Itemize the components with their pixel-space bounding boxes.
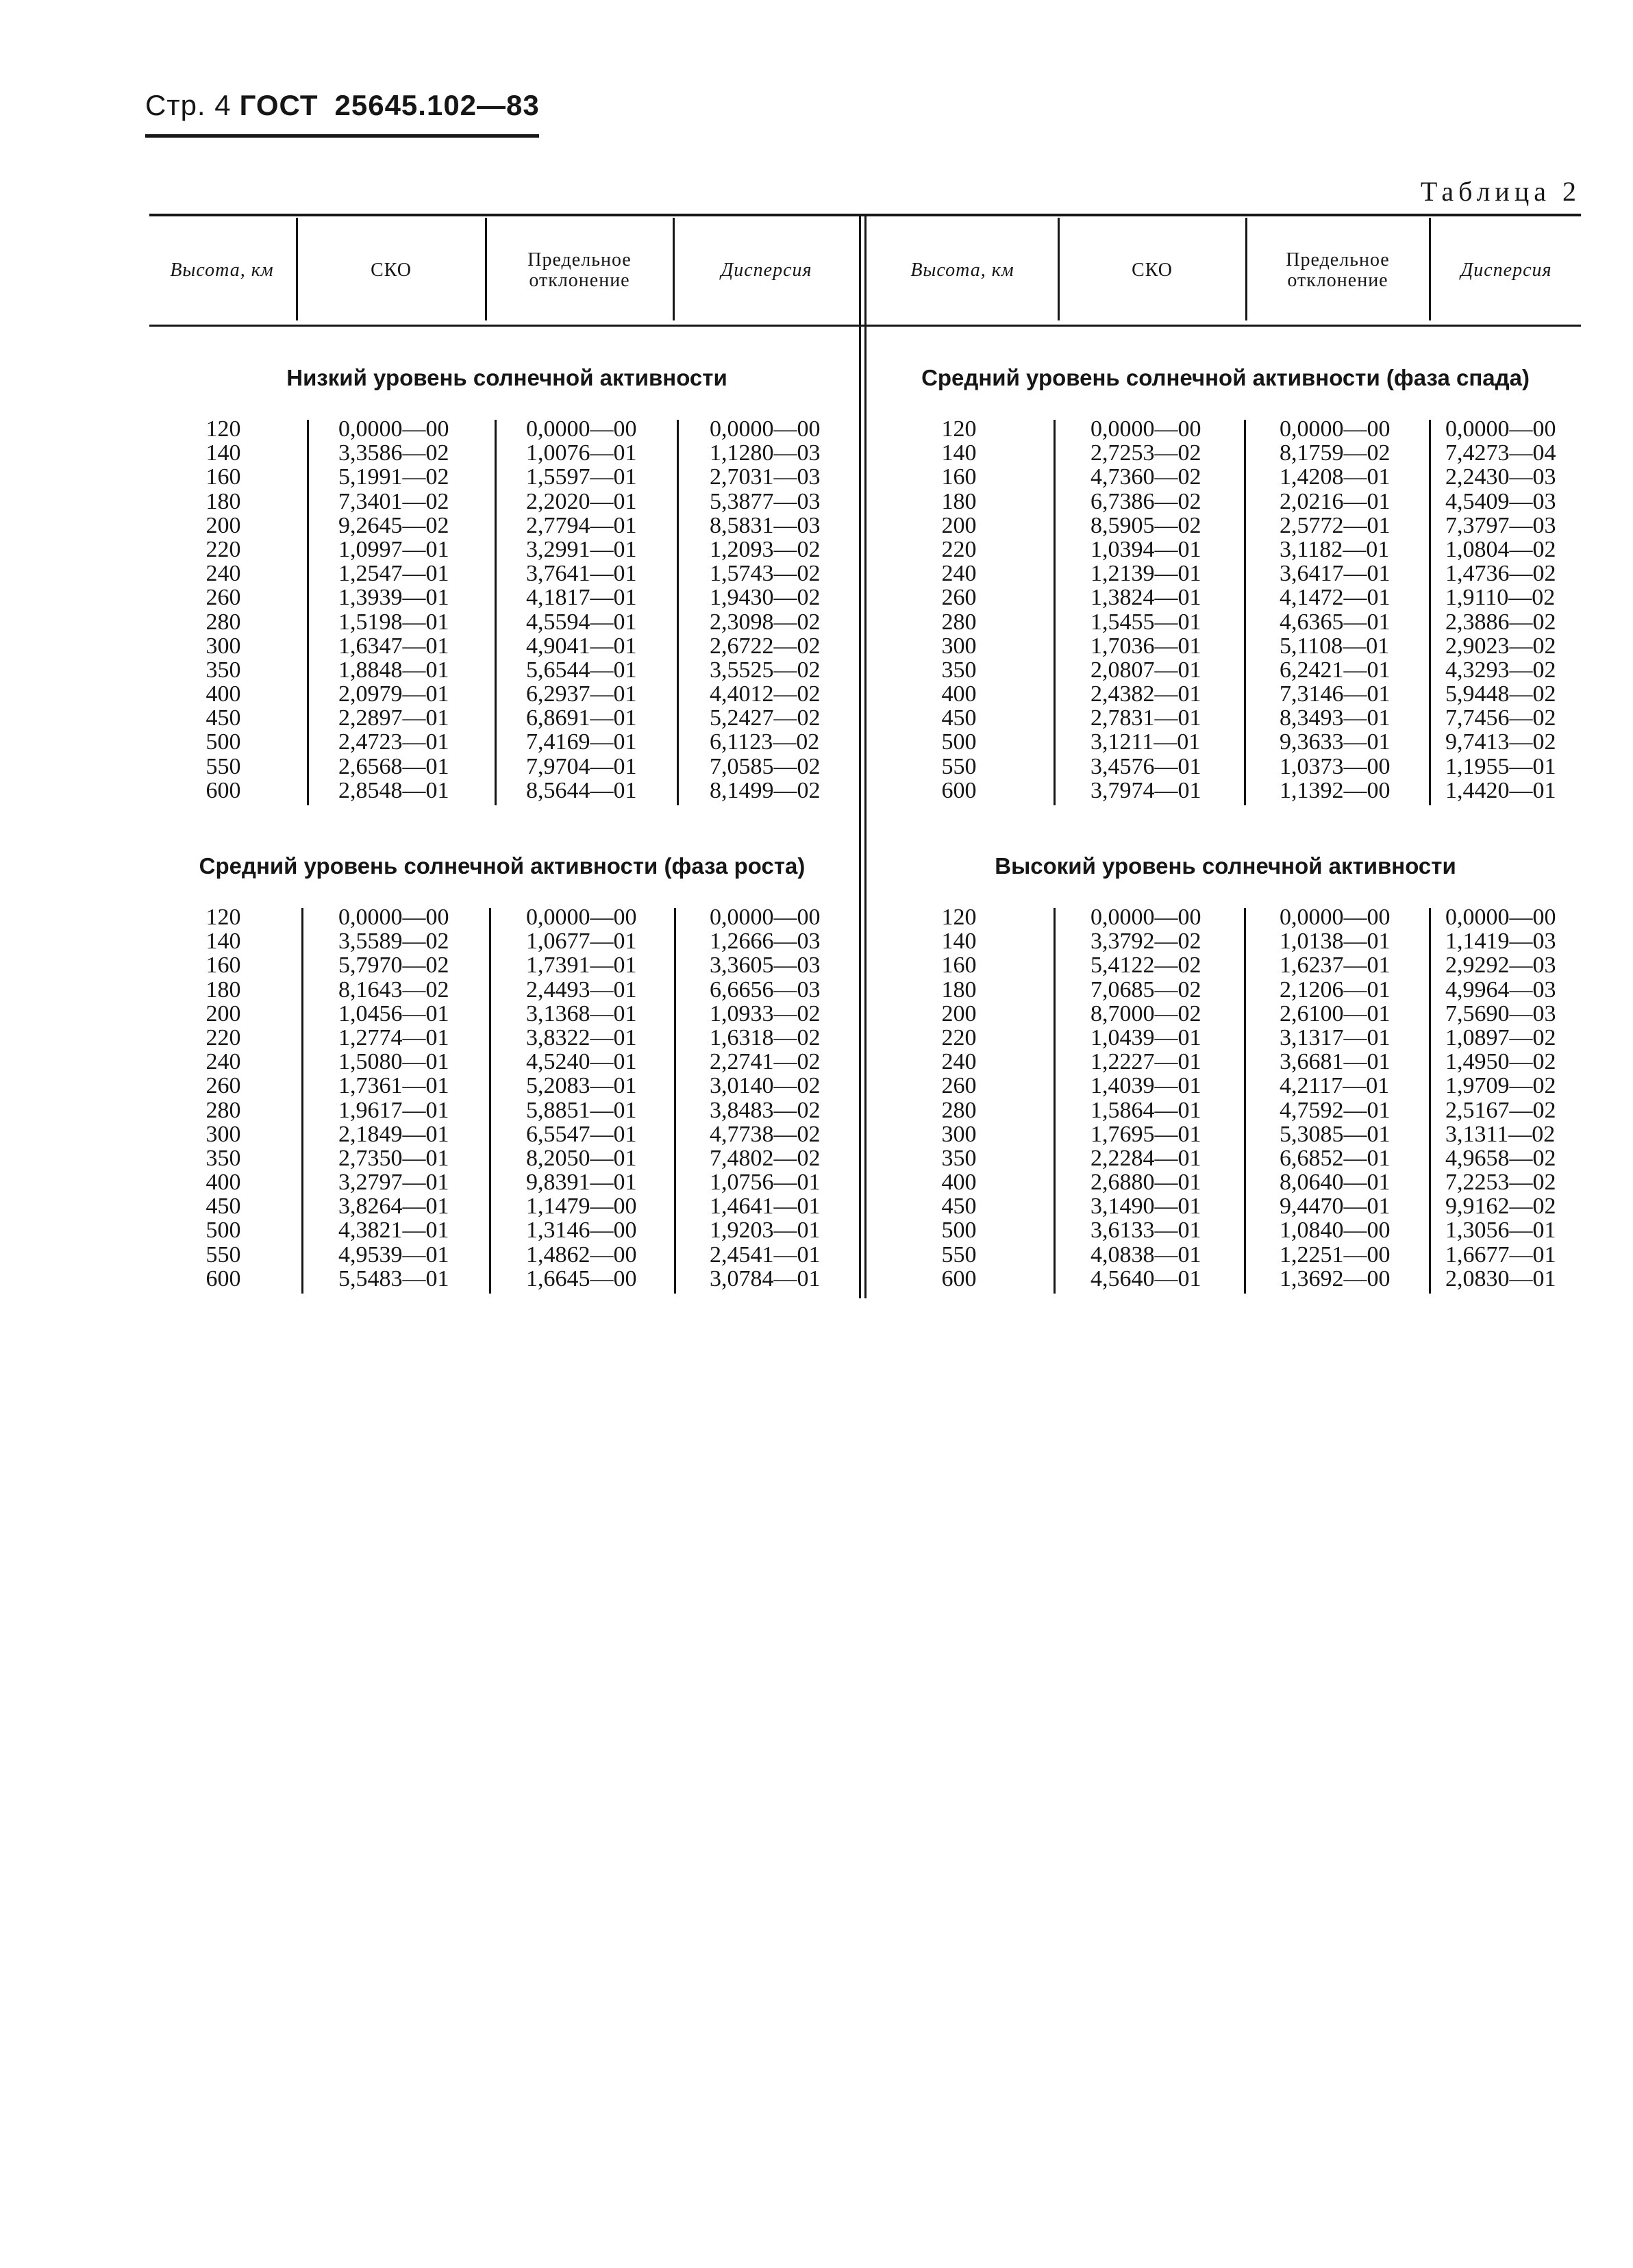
dispersion-cell: 1,5743—02 <box>710 561 821 587</box>
dispersion-cell: 1,2666—03 <box>710 929 821 955</box>
dispersion-cell: 8,1499—02 <box>710 777 821 803</box>
sko-cell: 8,7000—02 <box>1090 1000 1201 1026</box>
column-separator <box>677 420 679 805</box>
sko-cell: 5,7970—02 <box>338 953 449 979</box>
limit-cell: 4,6365—01 <box>1280 609 1391 635</box>
section-title-low: Низкий уровень солнечной активности <box>286 365 727 390</box>
dispersion-cell: 1,4420—01 <box>1445 777 1556 803</box>
height-cell: 200 <box>941 512 977 538</box>
limit-cell: 4,9041—01 <box>526 633 637 659</box>
dispersion-cell: 2,4541—01 <box>710 1242 821 1268</box>
height-cell: 600 <box>941 777 977 803</box>
height-cell: 260 <box>205 1073 241 1099</box>
sko-cell: 1,7695—01 <box>1090 1121 1201 1147</box>
sko-cell: 1,0439—01 <box>1090 1024 1201 1050</box>
sko-cell: 2,1849—01 <box>338 1121 449 1147</box>
dispersion-cell: 4,9658—02 <box>1445 1145 1556 1171</box>
page-header <box>145 89 540 122</box>
sko-cell: 1,7036—01 <box>1090 633 1201 659</box>
sko-cell: 2,4382—01 <box>1090 681 1201 707</box>
limit-cell: 3,2991—01 <box>526 536 637 562</box>
limit-cell: 2,6100—01 <box>1280 1000 1391 1026</box>
limit-cell: 3,8322—01 <box>526 1024 637 1050</box>
height-cell: 500 <box>205 1218 241 1244</box>
dispersion-cell: 2,9023—02 <box>1445 633 1556 659</box>
height-cell: 450 <box>205 1194 241 1220</box>
height-cell: 300 <box>205 1121 241 1147</box>
height-cell: 550 <box>941 1242 977 1268</box>
height-cell: 280 <box>941 1097 977 1123</box>
height-cell: 550 <box>205 1242 241 1268</box>
limit-cell: 1,5597—01 <box>526 464 637 490</box>
header-divider <box>1429 218 1431 320</box>
dispersion-cell: 1,3056—01 <box>1445 1218 1556 1244</box>
dispersion-cell: 1,6318—02 <box>710 1024 821 1050</box>
column-separator <box>1054 420 1056 805</box>
dispersion-cell: 1,0897—02 <box>1445 1024 1556 1050</box>
height-cell: 500 <box>205 729 241 755</box>
limit-cell: 4,2117—01 <box>1280 1073 1390 1099</box>
sko-cell: 8,1643—02 <box>338 977 449 1003</box>
header-divider <box>1245 218 1247 320</box>
col-header-dispersion: Дисперсия <box>721 260 812 281</box>
sko-cell: 2,2284—01 <box>1090 1145 1201 1171</box>
limit-cell: 8,5644—01 <box>526 777 637 803</box>
sko-cell: 1,8848—01 <box>338 657 449 683</box>
limit-cell: 2,5772—01 <box>1280 512 1391 538</box>
dispersion-cell: 3,5525—02 <box>710 657 821 683</box>
limit-cell: 5,6544—01 <box>526 657 637 683</box>
sko-cell: 0,0000—00 <box>338 416 449 442</box>
limit-cell: 7,9704—01 <box>526 753 637 779</box>
height-cell: 120 <box>941 416 977 442</box>
dispersion-cell: 3,3605—03 <box>710 953 821 979</box>
limit-cell: 9,3633—01 <box>1280 729 1391 755</box>
column-separator <box>301 908 303 1294</box>
column-separator <box>1244 420 1246 805</box>
col-header-limit-line2: отклонение <box>529 270 630 291</box>
limit-cell: 3,1182—01 <box>1280 536 1390 562</box>
limit-cell: 1,7391—01 <box>526 953 637 979</box>
limit-cell: 6,2421—01 <box>1280 657 1391 683</box>
column-separator <box>307 420 309 805</box>
limit-cell: 2,4493—01 <box>526 977 637 1003</box>
limit-cell: 3,1317—01 <box>1280 1024 1391 1050</box>
height-cell: 200 <box>205 512 241 538</box>
sko-cell: 3,1490—01 <box>1090 1194 1201 1220</box>
gost-number: 25645.102—83 <box>334 89 540 121</box>
dispersion-cell: 1,2093—02 <box>710 536 821 562</box>
dispersion-cell: 0,0000—00 <box>710 416 821 442</box>
sko-cell: 6,7386—02 <box>1090 488 1201 514</box>
sko-cell: 4,3821—01 <box>338 1218 449 1244</box>
sko-cell: 1,5455—01 <box>1090 609 1201 635</box>
col-header-limit-line1: Предельное <box>527 249 632 270</box>
dispersion-cell: 5,3877—03 <box>710 488 821 514</box>
dispersion-cell: 7,3797—03 <box>1445 512 1556 538</box>
height-cell: 400 <box>205 681 241 707</box>
sko-cell: 1,0394—01 <box>1090 536 1201 562</box>
height-cell: 220 <box>941 1024 977 1050</box>
height-cell: 300 <box>941 633 977 659</box>
sko-cell: 1,6347—01 <box>338 633 449 659</box>
limit-cell: 3,6417—01 <box>1280 561 1391 587</box>
dispersion-cell: 0,0000—00 <box>1445 905 1556 930</box>
sko-cell: 3,2797—01 <box>338 1170 449 1196</box>
limit-cell: 9,4470—01 <box>1280 1194 1391 1220</box>
sko-cell: 3,5589—02 <box>338 929 449 955</box>
limit-cell: 0,0000—00 <box>526 905 637 930</box>
dispersion-cell: 4,3293—02 <box>1445 657 1556 683</box>
dispersion-cell: 9,7413—02 <box>1445 729 1556 755</box>
dispersion-cell: 9,9162—02 <box>1445 1194 1556 1220</box>
col-header-limit-line1: Предельное <box>1286 249 1390 270</box>
dispersion-cell: 2,2741—02 <box>710 1049 821 1075</box>
sko-cell: 4,7360—02 <box>1090 464 1201 490</box>
height-cell: 300 <box>941 1121 977 1147</box>
limit-cell: 0,0000—00 <box>1280 416 1391 442</box>
limit-cell: 6,2937—01 <box>526 681 637 707</box>
limit-cell: 6,8691—01 <box>526 705 637 731</box>
dispersion-cell: 0,0000—00 <box>1445 416 1556 442</box>
section-title-medium-growth: Средний уровень солнечной активности (фаза роста) <box>199 853 806 879</box>
height-cell: 280 <box>205 609 241 635</box>
limit-cell: 2,1206—01 <box>1280 977 1391 1003</box>
sko-cell: 2,6568—01 <box>338 753 449 779</box>
height-cell: 450 <box>941 705 977 731</box>
dispersion-cell: 1,9203—01 <box>710 1218 821 1244</box>
sko-cell: 1,2547—01 <box>338 561 449 587</box>
sko-cell: 5,5483—01 <box>338 1265 449 1292</box>
header-divider <box>296 218 298 320</box>
height-cell: 350 <box>941 1145 977 1171</box>
dispersion-cell: 3,0784—01 <box>710 1265 821 1292</box>
limit-cell: 1,1479—00 <box>526 1194 637 1220</box>
header-underline <box>145 134 539 138</box>
column-separator <box>1054 908 1056 1294</box>
dispersion-cell: 1,1419—03 <box>1445 929 1556 955</box>
dispersion-cell: 3,0140—02 <box>710 1073 821 1099</box>
sko-cell: 0,0000—00 <box>1090 905 1201 930</box>
dispersion-cell: 0,0000—00 <box>710 905 821 930</box>
col-header-limit <box>488 219 671 322</box>
height-cell: 400 <box>205 1170 241 1196</box>
height-cell: 550 <box>205 753 241 779</box>
dispersion-cell: 2,9292—03 <box>1445 953 1556 979</box>
dispersion-cell: 1,9110—02 <box>1445 585 1556 611</box>
dispersion-cell: 1,9430—02 <box>710 585 821 611</box>
sko-cell: 1,9617—01 <box>338 1097 449 1123</box>
dispersion-cell: 1,9709—02 <box>1445 1073 1556 1099</box>
dispersion-cell: 3,8483—02 <box>710 1097 821 1123</box>
height-cell: 180 <box>205 977 241 1003</box>
sko-cell: 1,2227—01 <box>1090 1049 1201 1075</box>
limit-cell: 8,1759—02 <box>1280 440 1391 466</box>
height-cell: 140 <box>205 929 241 955</box>
height-cell: 160 <box>205 464 241 490</box>
limit-cell: 8,3493—01 <box>1280 705 1391 731</box>
height-cell: 180 <box>941 977 977 1003</box>
height-cell: 220 <box>205 1024 241 1050</box>
table-label: Таблица 2 <box>1420 176 1581 207</box>
height-cell: 350 <box>941 657 977 683</box>
header-divider <box>1058 218 1060 320</box>
limit-cell: 5,3085—01 <box>1280 1121 1391 1147</box>
height-cell: 120 <box>941 905 977 930</box>
sko-cell: 1,2139—01 <box>1090 561 1201 587</box>
height-cell: 240 <box>205 1049 241 1075</box>
sko-cell: 3,1211—01 <box>1090 729 1201 755</box>
dispersion-cell: 1,0804—02 <box>1445 536 1556 562</box>
sko-cell: 2,8548—01 <box>338 777 449 803</box>
height-cell: 120 <box>205 416 241 442</box>
dispersion-cell: 8,5831—03 <box>710 512 821 538</box>
section-title-high: Высокий уровень солнечной активности <box>995 853 1456 879</box>
col-header-sko: СКО <box>371 260 412 281</box>
col-header-sko: СКО <box>1132 260 1173 281</box>
height-cell: 220 <box>205 536 241 562</box>
sko-cell: 1,5198—01 <box>338 609 449 635</box>
limit-cell: 4,1472—01 <box>1280 585 1391 611</box>
dispersion-cell: 7,2253—02 <box>1445 1170 1556 1196</box>
limit-cell: 0,0000—00 <box>1280 905 1391 930</box>
limit-cell: 4,5240—01 <box>526 1049 637 1075</box>
height-cell: 260 <box>205 585 241 611</box>
height-cell: 400 <box>941 1170 977 1196</box>
sko-cell: 7,3401—02 <box>338 488 449 514</box>
dispersion-cell: 1,1955—01 <box>1445 753 1556 779</box>
dispersion-cell: 5,2427—02 <box>710 705 821 731</box>
limit-cell: 1,2251—00 <box>1280 1242 1391 1268</box>
sko-cell: 4,0838—01 <box>1090 1242 1201 1268</box>
limit-cell: 7,4169—01 <box>526 729 637 755</box>
sko-cell: 2,0807—01 <box>1090 657 1201 683</box>
dispersion-cell: 4,7738—02 <box>710 1121 821 1147</box>
limit-cell: 4,5594—01 <box>526 609 637 635</box>
limit-cell: 9,8391—01 <box>526 1170 637 1196</box>
sko-cell: 2,7831—01 <box>1090 705 1201 731</box>
sko-cell: 3,3586—02 <box>338 440 449 466</box>
dispersion-cell: 1,0933—02 <box>710 1000 821 1026</box>
sko-cell: 4,9539—01 <box>338 1242 449 1268</box>
limit-cell: 1,3146—00 <box>526 1218 637 1244</box>
height-cell: 140 <box>941 929 977 955</box>
height-cell: 240 <box>941 1049 977 1075</box>
column-separator <box>1429 420 1431 805</box>
limit-cell: 4,1817—01 <box>526 585 637 611</box>
dispersion-cell: 7,0585—02 <box>710 753 821 779</box>
dispersion-cell: 1,1280—03 <box>710 440 821 466</box>
limit-cell: 1,0677—01 <box>526 929 637 955</box>
sko-cell: 2,2897—01 <box>338 705 449 731</box>
dispersion-cell: 4,4012—02 <box>710 681 821 707</box>
limit-cell: 0,0000—00 <box>526 416 637 442</box>
column-separator <box>674 908 676 1294</box>
sko-cell: 0,0000—00 <box>1090 416 1201 442</box>
sko-cell: 2,6880—01 <box>1090 1170 1201 1196</box>
sko-cell: 0,0000—00 <box>338 905 449 930</box>
height-cell: 400 <box>941 681 977 707</box>
dispersion-cell: 4,5409—03 <box>1445 488 1556 514</box>
height-cell: 550 <box>941 753 977 779</box>
height-cell: 350 <box>205 657 241 683</box>
dispersion-cell: 1,0756—01 <box>710 1170 821 1196</box>
center-double-rule <box>864 216 867 1298</box>
height-cell: 600 <box>205 1265 241 1292</box>
sko-cell: 3,8264—01 <box>338 1194 449 1220</box>
sko-cell: 1,0997—01 <box>338 536 449 562</box>
sko-cell: 1,7361—01 <box>338 1073 449 1099</box>
sko-cell: 2,0979—01 <box>338 681 449 707</box>
col-header-limit <box>1248 219 1428 322</box>
limit-cell: 1,0840—00 <box>1280 1218 1391 1244</box>
gost-label: ГОСТ <box>239 89 319 121</box>
col-header-dispersion: Дисперсия <box>1460 260 1552 281</box>
limit-cell: 8,2050—01 <box>526 1145 637 1171</box>
header-divider <box>485 218 487 320</box>
sko-cell: 2,7350—01 <box>338 1145 449 1171</box>
sko-cell: 5,4122—02 <box>1090 953 1201 979</box>
height-cell: 200 <box>205 1000 241 1026</box>
dispersion-cell: 6,1123—02 <box>710 729 820 755</box>
height-cell: 260 <box>941 585 977 611</box>
dispersion-cell: 2,6722—02 <box>710 633 821 659</box>
dispersion-cell: 1,4736—02 <box>1445 561 1556 587</box>
limit-cell: 2,0216—01 <box>1280 488 1391 514</box>
limit-cell: 1,1392—00 <box>1280 777 1391 803</box>
header-divider <box>673 218 675 320</box>
limit-cell: 3,6681—01 <box>1280 1049 1391 1075</box>
limit-cell: 2,2020—01 <box>526 488 637 514</box>
dispersion-cell: 2,3098—02 <box>710 609 821 635</box>
height-cell: 300 <box>205 633 241 659</box>
dispersion-cell: 3,1311—02 <box>1445 1121 1556 1147</box>
sko-cell: 2,7253—02 <box>1090 440 1201 466</box>
column-separator <box>495 420 497 805</box>
height-cell: 240 <box>941 561 977 587</box>
sko-cell: 1,2774—01 <box>338 1024 449 1050</box>
dispersion-cell: 1,4641—01 <box>710 1194 821 1220</box>
limit-cell: 1,6645—00 <box>526 1265 637 1292</box>
limit-cell: 3,1368—01 <box>526 1000 637 1026</box>
col-header-height: Высота, км <box>170 260 274 281</box>
sko-cell: 1,5080—01 <box>338 1049 449 1075</box>
height-cell: 160 <box>941 464 977 490</box>
limit-cell: 1,3692—00 <box>1280 1265 1391 1292</box>
limit-cell: 1,0373—00 <box>1280 753 1391 779</box>
sko-cell: 5,1991—02 <box>338 464 449 490</box>
page-number: Стр. 4 <box>145 89 232 121</box>
height-cell: 180 <box>205 488 241 514</box>
height-cell: 280 <box>205 1097 241 1123</box>
height-cell: 120 <box>205 905 241 930</box>
dispersion-cell: 1,4950—02 <box>1445 1049 1556 1075</box>
limit-cell: 1,0076—01 <box>526 440 637 466</box>
height-cell: 180 <box>941 488 977 514</box>
limit-cell: 5,2083—01 <box>526 1073 637 1099</box>
limit-cell: 4,7592—01 <box>1280 1097 1391 1123</box>
height-cell: 500 <box>941 1218 977 1244</box>
column-separator <box>1429 908 1431 1294</box>
dispersion-cell: 7,7456—02 <box>1445 705 1556 731</box>
limit-cell: 8,0640—01 <box>1280 1170 1391 1196</box>
limit-cell: 3,7641—01 <box>526 561 637 587</box>
height-cell: 220 <box>941 536 977 562</box>
column-separator <box>489 908 491 1294</box>
sko-cell: 7,0685—02 <box>1090 977 1201 1003</box>
limit-cell: 7,3146—01 <box>1280 681 1391 707</box>
sko-cell: 3,4576—01 <box>1090 753 1201 779</box>
height-cell: 160 <box>205 953 241 979</box>
dispersion-cell: 5,9448—02 <box>1445 681 1556 707</box>
height-cell: 140 <box>941 440 977 466</box>
limit-cell: 5,1108—01 <box>1280 633 1390 659</box>
height-cell: 200 <box>941 1000 977 1026</box>
sko-cell: 1,5864—01 <box>1090 1097 1201 1123</box>
limit-cell: 5,8851—01 <box>526 1097 637 1123</box>
dispersion-cell: 6,6656—03 <box>710 977 821 1003</box>
height-cell: 500 <box>941 729 977 755</box>
dispersion-cell: 4,9964—03 <box>1445 977 1556 1003</box>
height-cell: 240 <box>205 561 241 587</box>
center-double-rule <box>859 216 861 1298</box>
height-cell: 450 <box>205 705 241 731</box>
dispersion-cell: 2,7031—03 <box>710 464 821 490</box>
sko-cell: 3,6133—01 <box>1090 1218 1201 1244</box>
dispersion-cell: 7,4802—02 <box>710 1145 821 1171</box>
dispersion-cell: 7,4273—04 <box>1445 440 1556 466</box>
height-cell: 350 <box>205 1145 241 1171</box>
sko-cell: 4,5640—01 <box>1090 1265 1201 1292</box>
limit-cell: 6,5547—01 <box>526 1121 637 1147</box>
dispersion-cell: 2,5167—02 <box>1445 1097 1556 1123</box>
height-cell: 450 <box>941 1194 977 1220</box>
sko-cell: 1,4039—01 <box>1090 1073 1201 1099</box>
col-header-height: Высота, км <box>910 260 1014 281</box>
limit-cell: 1,4208—01 <box>1280 464 1391 490</box>
column-separator <box>1244 908 1246 1294</box>
sko-cell: 9,2645—02 <box>338 512 449 538</box>
sko-cell: 1,3939—01 <box>338 585 449 611</box>
sko-cell: 1,3824—01 <box>1090 585 1201 611</box>
dispersion-cell: 7,5690—03 <box>1445 1000 1556 1026</box>
sko-cell: 2,4723—01 <box>338 729 449 755</box>
height-cell: 260 <box>941 1073 977 1099</box>
height-cell: 160 <box>941 953 977 979</box>
limit-cell: 6,6852—01 <box>1280 1145 1391 1171</box>
limit-cell: 1,0138—01 <box>1280 929 1391 955</box>
sko-cell: 3,7974—01 <box>1090 777 1201 803</box>
height-cell: 140 <box>205 440 241 466</box>
height-cell: 280 <box>941 609 977 635</box>
section-title-medium-decline: Средний уровень солнечной активности (фаза спада) <box>921 365 1530 390</box>
limit-cell: 2,7794—01 <box>526 512 637 538</box>
col-header-limit-line2: отклонение <box>1287 270 1388 291</box>
height-cell: 600 <box>941 1265 977 1292</box>
sko-cell: 3,3792—02 <box>1090 929 1201 955</box>
dispersion-cell: 2,3886—02 <box>1445 609 1556 635</box>
dispersion-cell: 1,6677—01 <box>1445 1242 1556 1268</box>
limit-cell: 1,4862—00 <box>526 1242 637 1268</box>
dispersion-cell: 2,2430—03 <box>1445 464 1556 490</box>
height-cell: 600 <box>205 777 241 803</box>
sko-cell: 8,5905—02 <box>1090 512 1201 538</box>
sko-cell: 1,0456—01 <box>338 1000 449 1026</box>
dispersion-cell: 2,0830—01 <box>1445 1265 1556 1292</box>
limit-cell: 1,6237—01 <box>1280 953 1391 979</box>
